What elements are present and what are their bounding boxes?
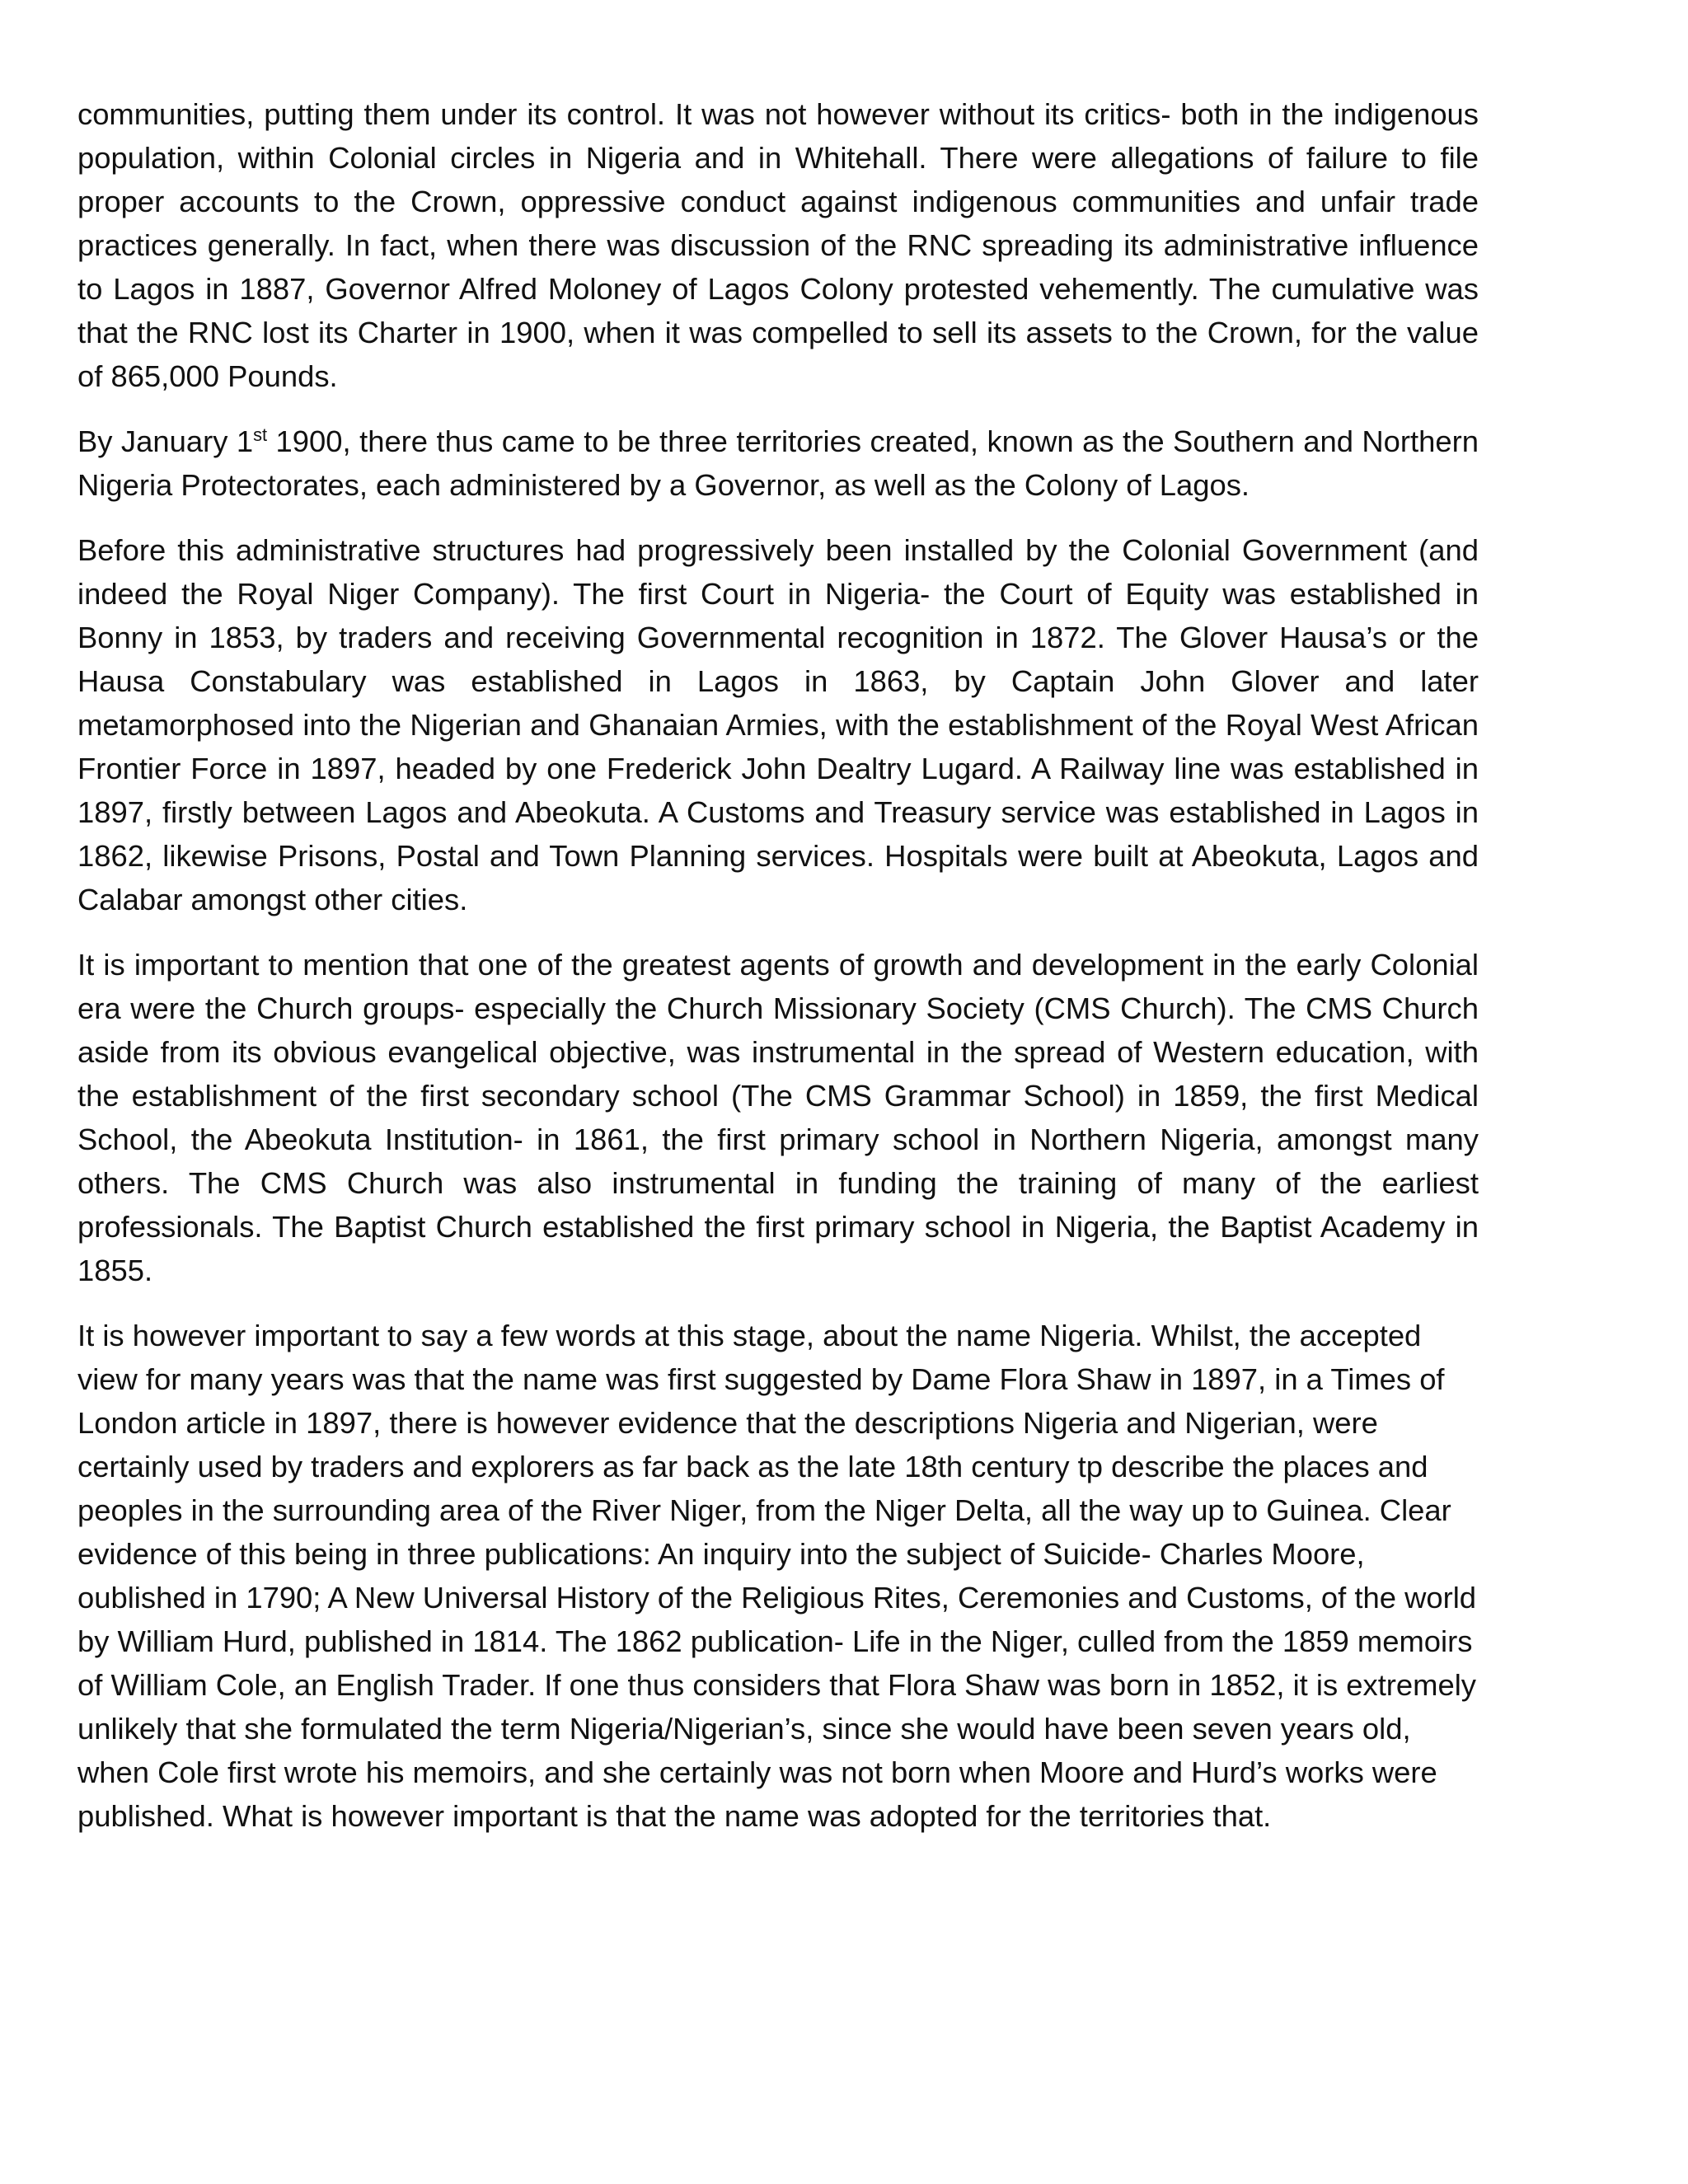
paragraph-rnc-critics: communities, putting them under its control. It was not however without its critics- both in the indigenous population, within Colonial circles in Nigeria and in Whitehall. There were allegations of failure to file proper accounts to the Crown, oppressive conduct against indigenous communities and unfair trade practices generally. In fact, when there was discussion of the RNC spreading its administrative influence to Lagos in 1887, Governor Alfred Moloney of Lagos Colony protested vehemently. The cumulative was that the RNC lost its Charter in 1900, when it was compelled to sell its assets to the Crown, for the value of 865,000 Pounds. — [77, 97, 1479, 393]
paragraph-church-groups: It is important to mention that one of the greatest agents of growth and development in the early Colonial era were the Church groups- especially the Church Missionary Society (CMS Church). The CMS Church aside from its obvious evangelical objective, was instrumental in the spread of Western education, with the establishment of the first secondary school (The CMS Grammar School) in 1859, the first Medical School, the Abeokuta Institution- in 1861, the first primary school in Northern Nigeria, amongst many others. The CMS Church was also instrumental in funding the training of many of the earliest professionals. The Baptist Church established the first primary school in Nigeria, the Baptist Academy in 1855. — [77, 948, 1479, 1287]
paragraph-text-after: 1900, there thus came to be three territories created, known as the Southern and Northern Nigeria Protectorates, each administered by a Governor, as well as the Colony of Lagos. — [77, 424, 1479, 502]
ordinal-superscript: st — [253, 424, 268, 445]
paragraph-name-nigeria: It is however important to say a few words at this stage, about the name Nigeria. Whilst, the accepted view for many years was that the name was first suggested by Dame Flora Shaw in 1897, in a Times of London article in 1897, there is however evidence that the descriptions Nigeria and Nigerian, were certainly used by traders and explorers as far back as the late 18th century tp describe the places and peoples in the surrounding area of the River Niger, from the Niger Delta, all the way up to Guinea. Clear evidence of this being in three publications: An inquiry into the subject of Suicide- Charles Moore, oublished in 1790; A New Universal History of the Religious Rites, Ceremonies and Customs, of the world by William Hurd, published in 1814. The 1862 publication- Life in the Niger, culled from the 1859 memoirs of William Cole, an English Trader. If one thus considers that Flora Shaw was born in 1852, it is extremely unlikely that she formulated the term Nigeria/Nigerian’s, since she would have been seven years old, when Cole first wrote his memoirs, and she certainly was not born when Moore and Hurd’s works were published. What is however important is that the name was adopted for the territories that. — [77, 1319, 1477, 1833]
paragraph-text-before: By January 1 — [77, 424, 254, 458]
paragraph-three-territories — [77, 419, 1479, 507]
document-page — [77, 92, 1479, 1859]
paragraph-administrative-structures: Before this administrative structures had progressively been installed by the Colonial Government (and indeed the Royal Niger Company). The first Court in Nigeria- the Court of Equity was established in Bonny in 1853, by traders and receiving Governmental recognition in 1872. The Glover Hausa’s or the Hausa Constabulary was established in Lagos in 1863, by Captain John Glover and later metamorphosed into the Nigerian and Ghanaian Armies, with the establishment of the Royal West African Frontier Force in 1897, headed by one Frederick John Dealtry Lugard. A Railway line was established in 1897, firstly between Lagos and Abeokuta. A Customs and Treasury service was established in Lagos in 1862, likewise Prisons, Postal and Town Planning services. Hospitals were built at Abeokuta, Lagos and Calabar amongst other cities. — [77, 533, 1479, 916]
